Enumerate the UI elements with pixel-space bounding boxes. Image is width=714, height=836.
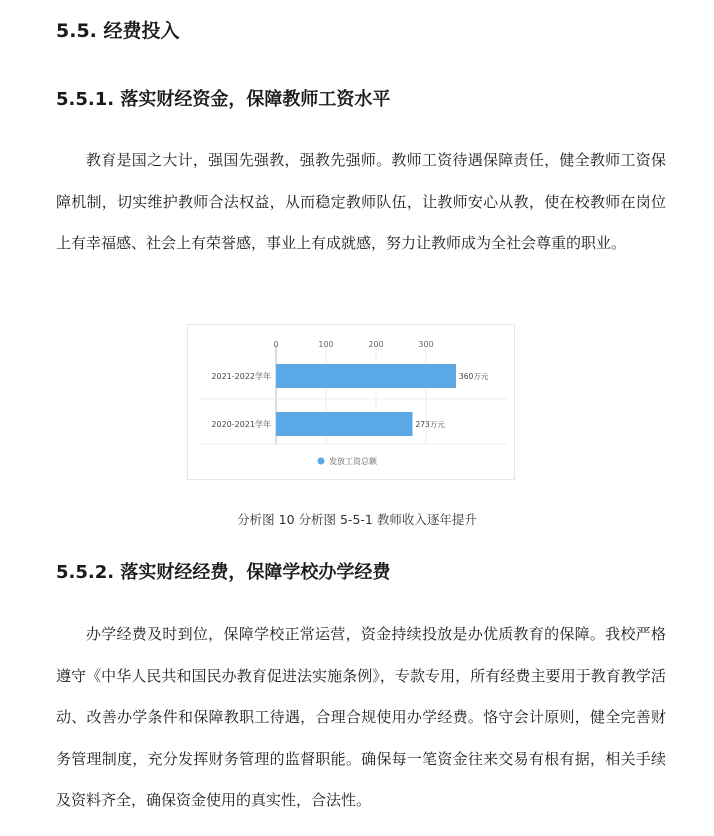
- bar-data-label-1: 273万元: [415, 420, 445, 429]
- legend-label: 发放工资总额: [329, 457, 377, 466]
- subsection-title-1: 5.5.1. 落实财经资金，保障教师工资水平: [56, 89, 391, 110]
- x-tick-label-0: 0: [273, 340, 279, 349]
- bar-data-label-0: 360万元: [459, 372, 489, 381]
- x-tick-label-300: 300: [418, 340, 434, 349]
- paragraph-1: 教育是国之大计，强国先强教，强教先强师。教师工资待遇保障责任，健全教师工资保障机制，切实维护教师合法权益，从而稳定教师队伍，让教师安心从教，使在校教师在岗位上有幸福感、社会上有荣誉感，事业上有成就感，努力让教师成为全社会尊重的职业。: [56, 151, 666, 252]
- chart-container: [187, 324, 515, 480]
- category-label-1: 2020-2021学年: [211, 420, 271, 429]
- bar-0: [276, 364, 456, 388]
- bar-chart: [187, 324, 515, 480]
- subsection-title-2: 5.5.2. 落实财经经费，保障学校办学经费: [56, 562, 391, 583]
- figure-caption: 分析图 10 分析图 5-5-1 教师收入逐年提升: [237, 512, 477, 527]
- legend-marker: [318, 458, 325, 465]
- section-title: 5.5. 经费投入: [56, 20, 180, 42]
- category-label-0: 2021-2022学年: [211, 372, 271, 381]
- bar-1: [276, 412, 413, 436]
- x-tick-label-200: 200: [368, 340, 384, 349]
- x-tick-label-100: 100: [318, 340, 334, 349]
- paragraph-2: 办学经费及时到位，保障学校正常运营，资金持续投放是办优质教育的保障。我校严格遵守《中华人民共和国民办教育促进法实施条例》，专款专用，所有经费主要用于教育教学活动、改善办学条件和保障教职工待遇，合理合规使用办学经费。恪守会计原则，健全完善财务管理制度，充分发挥财务管理的监督职能。确保每一笔资金往来交易有根有据，相关手续及资料齐全，确保资金使用的真实性，合法性。: [56, 625, 666, 809]
